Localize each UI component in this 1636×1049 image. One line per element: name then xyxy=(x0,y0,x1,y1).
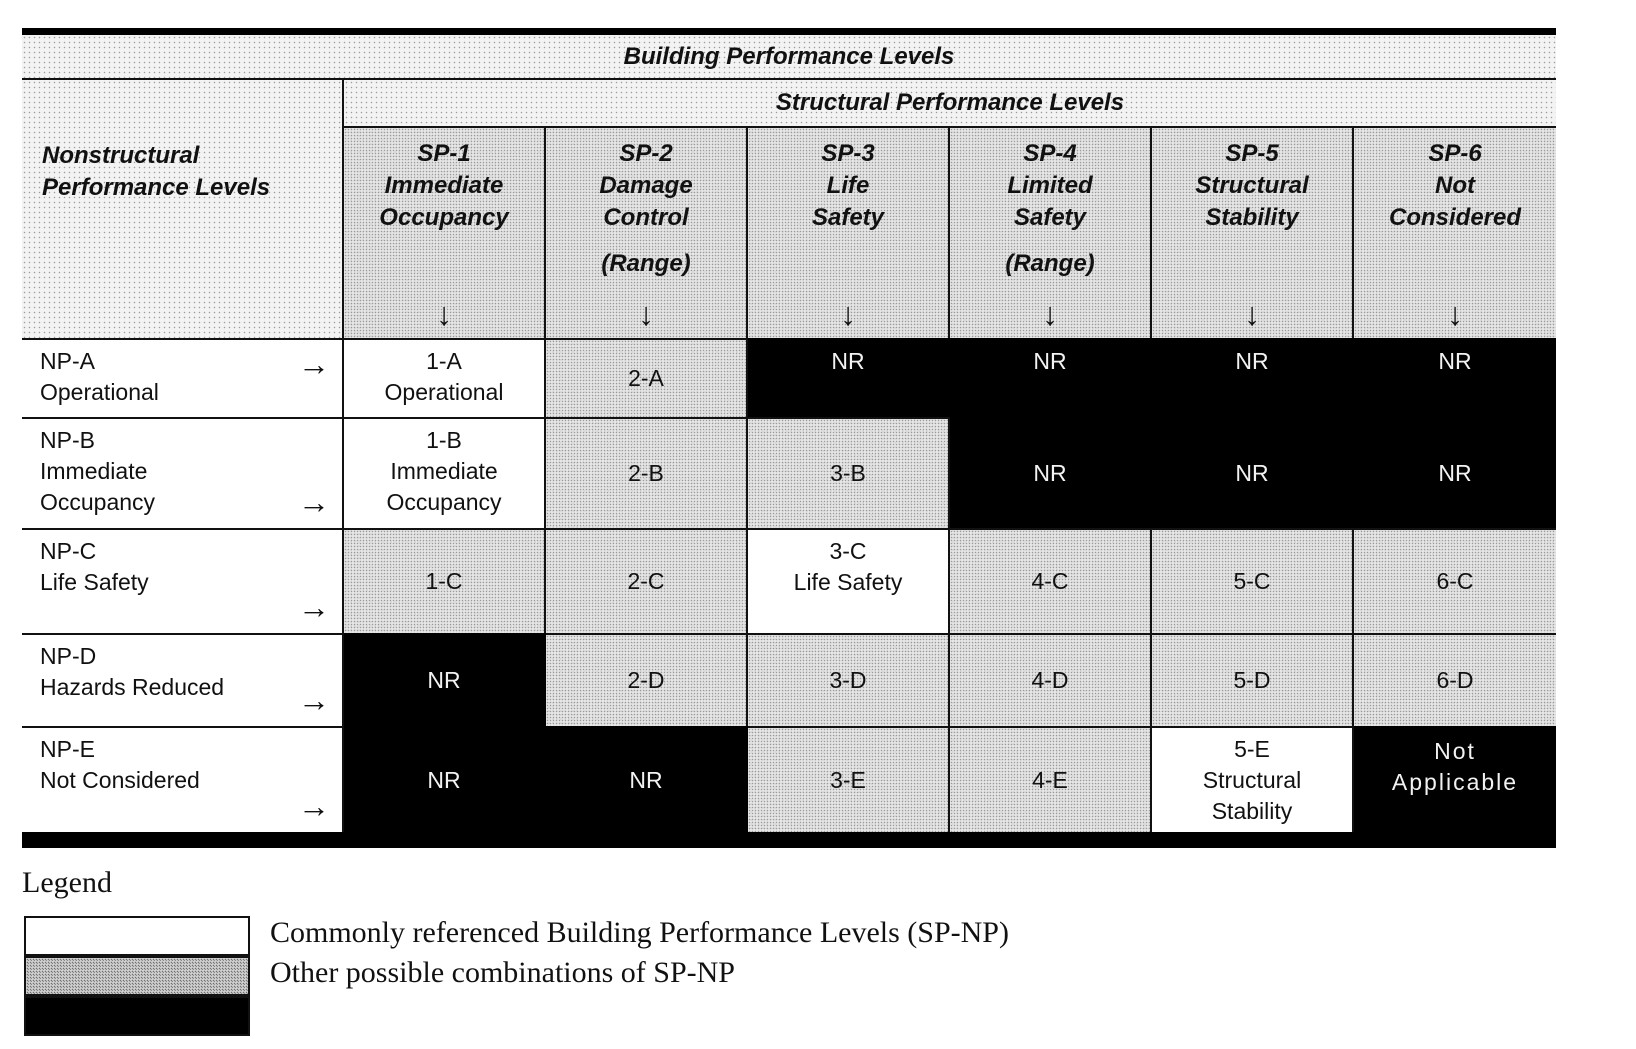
matrix-cell-2-e xyxy=(546,726,748,832)
column-name-line: Not xyxy=(1435,172,1475,199)
right-arrow-icon: → xyxy=(298,682,330,718)
cell-text: NR xyxy=(1235,348,1269,374)
matrix-cell-5-e xyxy=(1152,726,1354,832)
matrix-cell-5-d xyxy=(1152,633,1354,726)
matrix-cell-6-a xyxy=(1354,338,1556,417)
nonstructural-header-line-2: Performance Levels xyxy=(42,174,271,201)
column-name-line: Control xyxy=(603,204,689,231)
column-name-line: Structural xyxy=(1195,172,1309,199)
cell-text: NR xyxy=(427,766,461,793)
column-header-sp-1 xyxy=(344,128,546,338)
legend-label-other: Other possible combinations of SP-NP xyxy=(270,956,735,989)
column-name-line: Occupancy xyxy=(379,204,509,231)
cell-text: 3-E xyxy=(830,766,866,793)
matrix-cell-3-e xyxy=(748,726,950,832)
column-name-line: Safety xyxy=(1013,204,1087,231)
nonstructural-header-line-1: Nonstructural xyxy=(42,142,200,169)
column-name-line: Immediate xyxy=(384,172,504,199)
column-name-line: Safety xyxy=(811,204,885,231)
matrix-cell-6-c xyxy=(1354,528,1556,633)
cell-text: Stability xyxy=(1211,798,1293,824)
row-header-np-c xyxy=(22,528,344,633)
legend-label-recommended: Commonly referenced Building Performance Levels (SP-NP) xyxy=(270,916,1009,949)
matrix-cell-2-b xyxy=(546,417,748,528)
performance-levels-table xyxy=(22,28,1556,848)
row-code: NP-A xyxy=(40,348,95,374)
cell-text: NR xyxy=(1235,460,1269,486)
cell-text: Life Safety xyxy=(793,569,903,595)
row-code: NP-B xyxy=(40,427,95,453)
range-note: (Range) xyxy=(601,250,691,277)
down-arrow-icon: ↓ xyxy=(638,296,654,332)
cell-text: NR xyxy=(1033,460,1067,486)
column-header-sp-4 xyxy=(950,128,1152,338)
bottom-rule xyxy=(22,832,1556,848)
cell-text: 2-B xyxy=(628,460,664,486)
cell-text: 4-D xyxy=(1031,667,1069,693)
row-name-line: Occupancy xyxy=(40,489,156,515)
row-header-np-d xyxy=(22,633,344,726)
column-code: SP-2 xyxy=(619,140,673,167)
column-header-sp-2 xyxy=(546,128,748,338)
structural-performance-levels-header xyxy=(344,80,1556,128)
column-code: SP-1 xyxy=(417,140,471,167)
column-name-line: Damage xyxy=(599,172,693,199)
cell-text: 1-A xyxy=(426,348,462,374)
down-arrow-icon: ↓ xyxy=(840,296,856,332)
down-arrow-icon: ↓ xyxy=(436,296,452,332)
matrix-cell-6-e xyxy=(1354,726,1556,832)
down-arrow-icon: ↓ xyxy=(1042,296,1058,332)
column-code: SP-4 xyxy=(1023,140,1077,167)
cell-text: NR xyxy=(1438,460,1472,486)
column-name-line: Limited xyxy=(1007,172,1093,199)
matrix-cell-2-c xyxy=(546,528,748,633)
matrix-cell-5-b xyxy=(1152,417,1354,528)
matrix-cell-1-a xyxy=(344,338,546,417)
cell-text: NR xyxy=(629,766,663,793)
right-arrow-icon: → xyxy=(298,484,330,520)
legend-swatch-recommended xyxy=(24,916,250,956)
matrix-cell-3-b xyxy=(748,417,950,528)
cell-text: 5-E xyxy=(1234,736,1270,762)
cell-text: 3-B xyxy=(830,460,866,486)
range-note: (Range) xyxy=(1005,250,1095,277)
legend-swatch-other xyxy=(24,956,250,996)
cell-text: Immediate xyxy=(390,458,498,484)
cell-text: 4-C xyxy=(1031,568,1069,594)
matrix-cell-6-d xyxy=(1354,633,1556,726)
column-name-line: Stability xyxy=(1205,204,1299,231)
matrix-cell-1-b xyxy=(344,417,546,528)
top-rule xyxy=(22,28,1556,35)
cell-text: NR xyxy=(831,348,865,374)
cell-text: 6-C xyxy=(1436,568,1474,594)
matrix-cell-5-a xyxy=(1152,338,1354,417)
row-header-np-e xyxy=(22,726,344,832)
matrix-cell-1-e xyxy=(344,726,546,832)
down-arrow-icon: ↓ xyxy=(1244,296,1260,332)
cell-text: Occupancy xyxy=(386,489,502,515)
cell-text: 2-A xyxy=(628,365,664,391)
cell-text: NR xyxy=(1033,348,1067,374)
matrix-cell-1-d xyxy=(344,633,546,726)
cell-text: 6-D xyxy=(1436,667,1474,693)
column-code: SP-5 xyxy=(1225,140,1279,167)
cell-text: 2-D xyxy=(627,667,665,693)
right-arrow-icon: → xyxy=(298,788,330,824)
down-arrow-icon: ↓ xyxy=(1447,296,1463,332)
row-name-line: Immediate xyxy=(40,458,148,484)
matrix-cell-4-d xyxy=(950,633,1152,726)
matrix-cell-2-a xyxy=(546,338,748,417)
row-name-line: Not Considered xyxy=(40,767,200,793)
cell-text: Operational xyxy=(384,379,504,405)
building-performance-levels-title: Building Performance Levels xyxy=(623,42,955,70)
cell-text: 1-C xyxy=(425,568,463,594)
matrix-cell-4-c xyxy=(950,528,1152,633)
column-code: SP-3 xyxy=(821,140,875,167)
legend-swatch-not-recommended xyxy=(24,996,250,1036)
structural-performance-levels-title: Structural Performance Levels xyxy=(775,89,1125,116)
matrix-cell-4-e xyxy=(950,726,1152,832)
cell-text: 3-C xyxy=(829,538,867,564)
column-name-line: Life xyxy=(826,172,870,199)
column-header-sp-3 xyxy=(748,128,950,338)
cell-text: Structural xyxy=(1202,767,1302,793)
matrix-cell-4-a xyxy=(950,338,1152,417)
row-name-line: Hazards Reduced xyxy=(40,674,225,700)
matrix-cell-5-c xyxy=(1152,528,1354,633)
cell-text: NR xyxy=(427,667,461,693)
column-header-sp-6 xyxy=(1354,128,1556,338)
row-code: NP-E xyxy=(40,736,95,762)
legend-title: Legend xyxy=(22,866,112,899)
column-name-line: Considered xyxy=(1388,204,1522,231)
cell-text: NR xyxy=(1438,348,1472,374)
column-header-sp-5 xyxy=(1152,128,1354,338)
matrix-cell-3-c xyxy=(748,528,950,633)
nonstructural-performance-levels-header xyxy=(22,80,344,338)
cell-text: 3-D xyxy=(829,667,867,693)
row-code: NP-C xyxy=(40,538,97,564)
right-arrow-icon: → xyxy=(298,589,330,625)
matrix-cell-3-a xyxy=(748,338,950,417)
building-performance-levels-header xyxy=(22,35,1556,80)
cell-text: 5-D xyxy=(1233,667,1271,693)
matrix-cell-6-b xyxy=(1354,417,1556,528)
column-code: SP-6 xyxy=(1428,140,1482,167)
right-arrow-icon: → xyxy=(298,346,330,382)
cell-text: 4-E xyxy=(1032,766,1068,793)
row-name-line: Life Safety xyxy=(40,569,149,595)
row-code: NP-D xyxy=(40,643,97,669)
matrix-cell-4-b xyxy=(950,417,1152,528)
row-name-line: Operational xyxy=(40,379,159,405)
cell-text: 2-C xyxy=(627,568,665,594)
matrix-cell-3-d xyxy=(748,633,950,726)
cell-text: 1-B xyxy=(426,427,462,453)
matrix-cell-1-c xyxy=(344,528,546,633)
cell-text: 5-C xyxy=(1233,568,1271,594)
cell-text: Applicable xyxy=(1391,769,1519,795)
row-header-np-b xyxy=(22,417,344,528)
row-header-np-a xyxy=(22,338,344,417)
matrix-cell-2-d xyxy=(546,633,748,726)
cell-text: Not xyxy=(1434,738,1476,764)
